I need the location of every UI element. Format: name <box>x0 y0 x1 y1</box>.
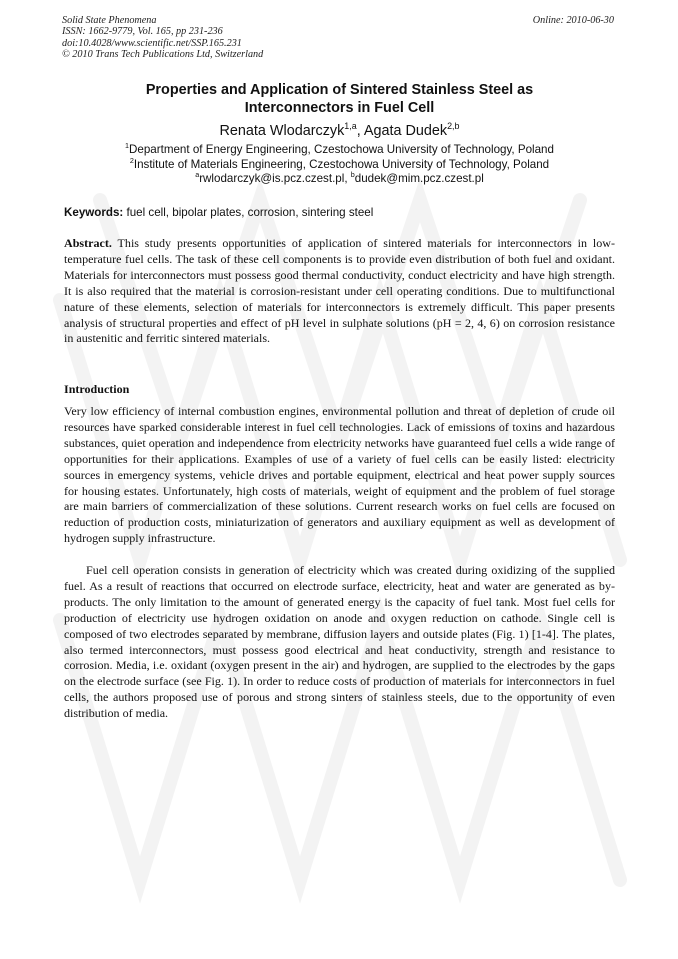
affiliation-2-text: Institute of Materials Engineering, Czestochowa University of Technology, Poland <box>133 158 550 171</box>
email-a-sup: a <box>195 170 200 180</box>
author-1: Renata Wlodarczyk <box>219 123 345 139</box>
paper-title <box>64 82 615 117</box>
abstract-text: This study presents opportunities of application of sintered materials for interconnectors in low-temperature fuel cells. The task of these cell components is to provide even distribution of both fuel and oxidant. Materials for interconnectors must possess good thermal conductivity, conduct electricity and have high strength. It is also required that the material is corrosion-resistant under cell operating conditions. Due to multifunctional nature of these elements, selection of materials for interconnectors is extremely difficult. This paper presents analysis of structural properties and effect of pH level in sulphate solutions (pH = 2, 4, 6) on corrosion resistance in austenitic and ferritic sintered materials. <box>64 236 615 346</box>
abstract <box>64 236 615 347</box>
author-2-sup: 2,b <box>447 121 460 132</box>
author-emails <box>64 171 615 186</box>
intro-paragraph-1: Very low efficiency of internal combustion engines, environmental pollution and threat of depletion of crude oil resources have sparked considerable interest in fuel cell technologies. Lack of emissions of toxins and hazardous substances, quiet operation and independence from electricity networks have guaranteed fuel cells a wide range of opportunities for their applications. Examples of use of a variety of fuel cells can be easily listed: electricity sources in emergency systems, vehicle drives and portable equipment, electrical and heat power supply sources for housing estates. Unfortunately, high costs of materials, weight of equipment and the problem of fuel storage are main barriers of commercialization of these solutions. Current research works on fuel cells are focused on reduction of production costs, miniaturization of generators and auxiliary equipment as well as development of hydrogen supply infrastructure. <box>64 404 615 546</box>
author-2: Agata Dudek <box>363 123 448 139</box>
intro-paragraph-2: Fuel cell operation consists in generation of electricity which was created during oxidizing of the supplied fuel. As a result of reactions that occurred on electrode surface, electricity, heat and water are generated as by-products. The only limitation to the amount of generated energy is the capacity of fuel tank. Most fuel cells for production of electricity use hydrogen oxidation on anode and oxygen reduction on cathode. Single cell is composed of two electrodes separated by membrane, diffusion layers and outside plates (Fig. 1) [1-4]. The plates, also termed interconnectors, must possess good electrical and heat conductivity, strength and resistance to corrosion. Media, i.e. oxidant (oxygen present in the air) and hydrogen, are supplied to the electrodes by the gaps on the electrode surface (see Fig. 1). In order to reduce costs of production of materials for interconnectors in fuel cells, the authors proposed use of porous and strong sinters of stainless steels, due to the opportunity of even distribution of media. <box>64 563 615 721</box>
email-b[interactable]: dudek@mim.pcz.czest.pl <box>354 172 484 185</box>
email-a[interactable]: rwlodarczyk@is.pcz.czest.pl, <box>199 172 351 185</box>
affiliation-2-sup: 2 <box>129 156 134 166</box>
author-list <box>64 122 615 140</box>
journal-name: Solid State Phenomena <box>62 15 157 26</box>
keywords <box>64 205 615 220</box>
affiliation-1-sup: 1 <box>125 141 130 151</box>
journal-header <box>62 15 263 60</box>
title-line-1: Properties and Application of Sintered Stainless Steel as <box>145 82 534 98</box>
title-line-2: Interconnectors in Fuel Cell <box>244 99 435 116</box>
copyright-line: © 2010 Trans Tech Publications Ltd, Switzerland <box>62 48 264 60</box>
issn-line: ISSN: 1662-9779, Vol. 165, pp 231-236 <box>62 26 223 38</box>
abstract-label: Abstract. <box>64 236 112 250</box>
online-date: Online: 2010-06-30 <box>532 15 614 26</box>
affiliation-1-text: Department of Energy Engineering, Czestochowa University of Technology, Poland <box>129 143 554 156</box>
doi-line: doi:10.4028/www.scientific.net/SSP.165.231 <box>62 37 242 49</box>
keywords-text: fuel cell, bipolar plates, corrosion, sintering steel <box>123 206 374 219</box>
author-separator: , <box>356 123 364 139</box>
email-b-sup: b <box>350 170 355 180</box>
section-heading-introduction: Introduction <box>64 382 130 396</box>
affiliation-2 <box>64 157 615 172</box>
author-1-sup: 1,a <box>344 121 357 132</box>
affiliation-1 <box>64 142 615 157</box>
keywords-label: Keywords: <box>64 206 124 219</box>
